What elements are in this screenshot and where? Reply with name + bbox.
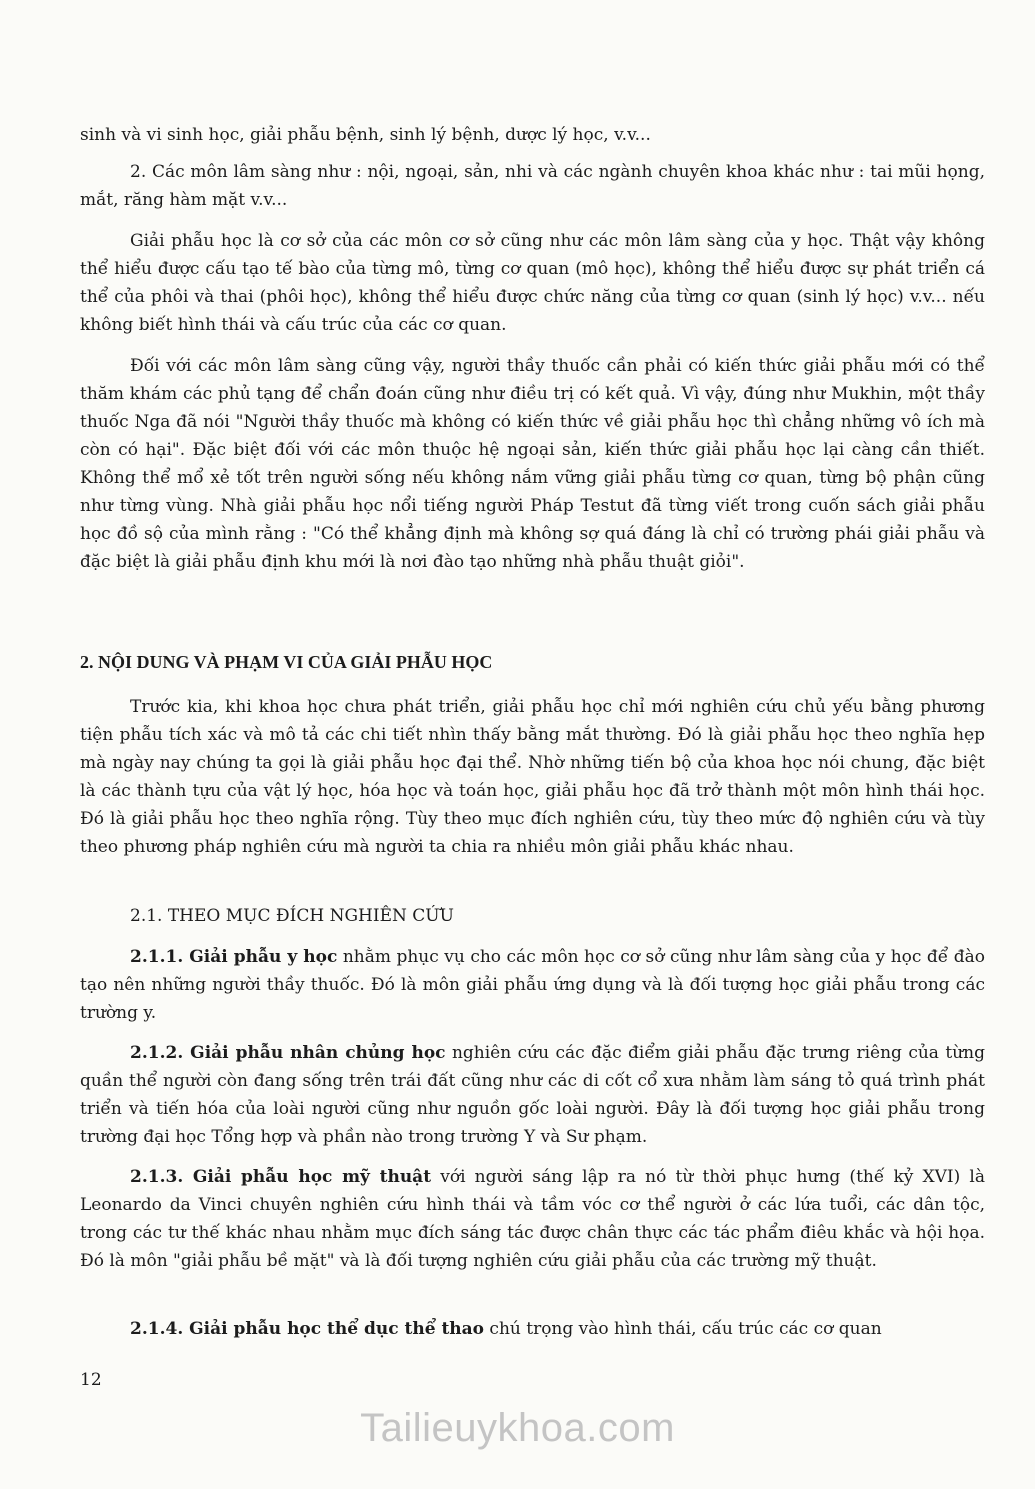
item-term: 2.1.1. Giải phẫu y học <box>130 947 338 967</box>
page-number: 12 <box>80 1370 102 1390</box>
item-term: 2.1.2. Giải phẫu nhân chủng học <box>130 1043 446 1063</box>
paragraph-clinical-importance: Đối với các môn lâm sàng cũng vậy, người thầy thuốc cần phải có kiến thức giải phẫu mới có thể thăm khám các phủ tạng để chẩn đoán cũng như điều trị có kết quả. Vì vậy, đúng như Mukhin, một thầy thuốc Nga đã nói "Người thầy thuốc mà không có kiến thức về giải phẫu học thì chẳng những vô ích mà còn có hại". Đặc biệt đối với các môn thuộc hệ ngoại sản, kiến thức giải phẫu học lại càng cần thiết. Không thể mổ xẻ tốt trên người sống nếu không nắm vững giải phẫu từng cơ quan, từng bộ phận cũng như từng vùng. Nhà giải phẫu học nổi tiếng người Pháp Testut đã từng viết trong cuốn sách giải phẫu học đồ sộ của mình rằng : "Có thể khẳng định mà không sợ quá đáng là chỉ có trường phái giải phẫu và đặc biệt là giải phẫu định khu mới là nơi đào tạo những nhà phẫu thuật giỏi". <box>80 356 985 572</box>
paragraph-clinical-subjects: 2. Các môn lâm sàng như : nội, ngoại, sản, nhi và các ngành chuyên khoa khác như : tai mũi họng, mắt, răng hàm mặt v.v... <box>80 162 985 210</box>
item-term: 2.1.3. Giải phẫu học mỹ thuật <box>130 1167 432 1187</box>
subsection-heading: 2.1. THEO MỤC ĐÍCH NGHIÊN CỨU <box>130 906 454 926</box>
item-text: chú trọng vào hình thái, cấu trúc các cơ quan <box>484 1319 882 1339</box>
paragraph-continuation: sinh và vi sinh học, giải phẫu bệnh, sinh lý bệnh, dược lý học, v.v... <box>80 125 651 145</box>
item-sports-anatomy <box>80 1315 985 1343</box>
item-term: 2.1.4. Giải phẫu học thể dục thể thao <box>130 1319 485 1339</box>
item-text: nhằm phục vụ cho các môn học cơ sở cũng như lâm sàng của y học để đào tạo nên những người thầy thuốc. Đó là môn giải phẫu ứng dụng và là đối tượng học giải phẫu trong các trường y. <box>80 947 985 1023</box>
item-artistic-anatomy <box>80 1163 985 1275</box>
item-anthropological-anatomy <box>80 1039 985 1151</box>
paragraph-section-intro: Trước kia, khi khoa học chưa phát triển, giải phẫu học chỉ mới nghiên cứu chủ yếu bằng phương tiện phẫu tích xác và mô tả các chi tiết nhìn thấy bằng mắt thường. Đó là giải phẫu học theo nghĩa hẹp mà ngày nay chúng ta gọi là giải phẫu học đại thể. Nhờ những tiến bộ của khoa học nói chung, đặc biệt là các thành tựu của vật lý học, hóa học và toán học, giải phẫu học đã trở thành một môn hình thái học. Đó là giải phẫu học theo nghĩa rộng. Tùy theo mục đích nghiên cứu, tùy theo mức độ nghiên cứu và tùy theo phương pháp nghiên cứu mà người ta chia ra nhiều môn giải phẫu khác nhau. <box>80 697 985 857</box>
item-text: với người sáng lập ra nó từ thời phục hưng (thế kỷ XVI) là Leonardo da Vinci chuyên nghiên cứu hình thái và tầm vóc cơ thể người ở các lứa tuổi, các dân tộc, trong các tư thế khác nhau nhằm mục đích sáng tác được chân thực các tác phẩm điêu khắc và hội họa. Đó là môn "giải phẫu bề mặt" và là đối tượng nghiên cứu giải phẫu của các trường mỹ thuật. <box>80 1167 985 1271</box>
item-text: nghiên cứu các đặc điểm giải phẫu đặc trưng riêng của từng quần thể người còn đang sống trên trái đất cũng như các di cốt cổ xưa nhằm làm sáng tỏ quá trình phát triển và tiến hóa của loài người cũng như nguồn gốc loài người. Đây là đối tượng học giải phẫu trong trường đại học Tổng hợp và phần nào trong trường Y và Sư phạm. <box>80 1043 985 1147</box>
item-medical-anatomy <box>80 943 985 1027</box>
section-heading: 2. NỘI DUNG VÀ PHẠM VI CỦA GIẢI PHẪU HỌC <box>80 652 493 672</box>
watermark: Tailieuykhoa.com <box>360 1406 675 1450</box>
paragraph-anatomy-basis: Giải phẫu học là cơ sở của các môn cơ sở cũng như các môn lâm sàng của y học. Thật vậy không thể hiểu được cấu tạo tế bào của từng mô, từng cơ quan (mô học), không thể hiểu được sự phát triển cá thể của phôi và thai (phôi học), không thể hiểu được chức năng của từng cơ quan (sinh lý học) v.v... nếu không biết hình thái và cấu trúc của các cơ quan. <box>80 231 985 335</box>
